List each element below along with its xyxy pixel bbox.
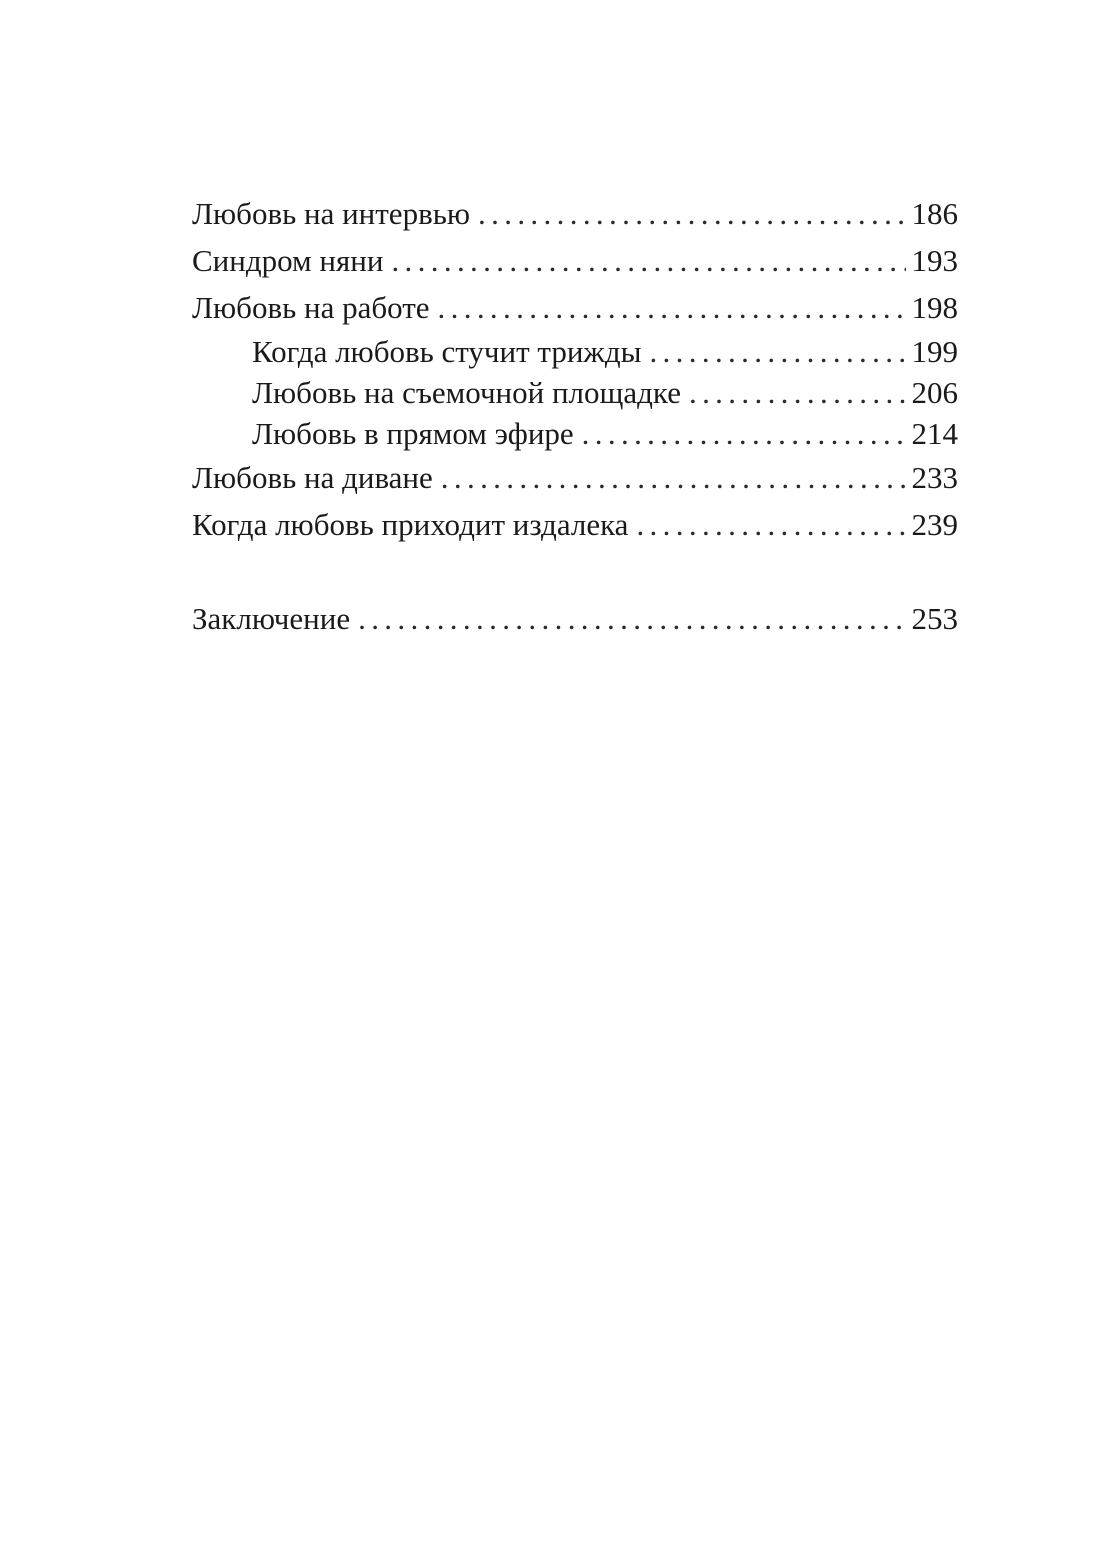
toc-entry-page: 199 — [911, 334, 958, 369]
toc-entry-title: Любовь на работе — [192, 290, 430, 325]
toc-subentry[interactable] — [192, 372, 958, 413]
toc-dot-leader — [478, 190, 905, 237]
toc-entry-page: 233 — [911, 460, 958, 495]
toc-subentry[interactable] — [192, 331, 958, 372]
toc-entry-title: Любовь на съемочной площадке — [252, 375, 681, 410]
toc-entry-page: 206 — [911, 375, 958, 410]
toc-entry-page: 214 — [911, 416, 958, 451]
toc-entry-title: Когда любовь приходит издалека — [192, 507, 629, 542]
toc-subentry[interactable] — [192, 413, 958, 454]
table-of-contents — [192, 190, 958, 642]
toc-entry[interactable] — [192, 595, 958, 642]
toc-entry-title: Когда любовь стучит трижды — [252, 334, 642, 369]
toc-entry-title: Любовь на интервью — [192, 196, 471, 231]
toc-dot-leader — [582, 413, 906, 454]
toc-entry-title: Заключение — [192, 601, 351, 636]
toc-entry[interactable] — [192, 284, 958, 331]
toc-entry[interactable] — [192, 454, 958, 501]
toc-entry[interactable] — [192, 237, 958, 284]
toc-dot-leader — [438, 284, 906, 331]
toc-dot-leader — [649, 331, 905, 372]
toc-entry-page: 239 — [911, 507, 958, 542]
toc-entry-title: Любовь на диване — [192, 460, 433, 495]
toc-entry-page: 193 — [911, 243, 958, 278]
toc-dot-leader — [636, 501, 905, 548]
toc-dot-leader — [689, 372, 906, 413]
toc-entry[interactable] — [192, 190, 958, 237]
toc-dot-leader — [358, 595, 905, 642]
toc-entry[interactable] — [192, 501, 958, 548]
toc-entry-page: 198 — [911, 290, 958, 325]
toc-entry-title: Любовь в прямом эфире — [252, 416, 574, 451]
toc-dot-leader — [391, 237, 905, 284]
toc-entry-page: 253 — [911, 601, 958, 636]
toc-dot-leader — [441, 454, 906, 501]
toc-entry-page: 186 — [911, 196, 958, 231]
toc-entry-title: Синдром няни — [192, 243, 384, 278]
